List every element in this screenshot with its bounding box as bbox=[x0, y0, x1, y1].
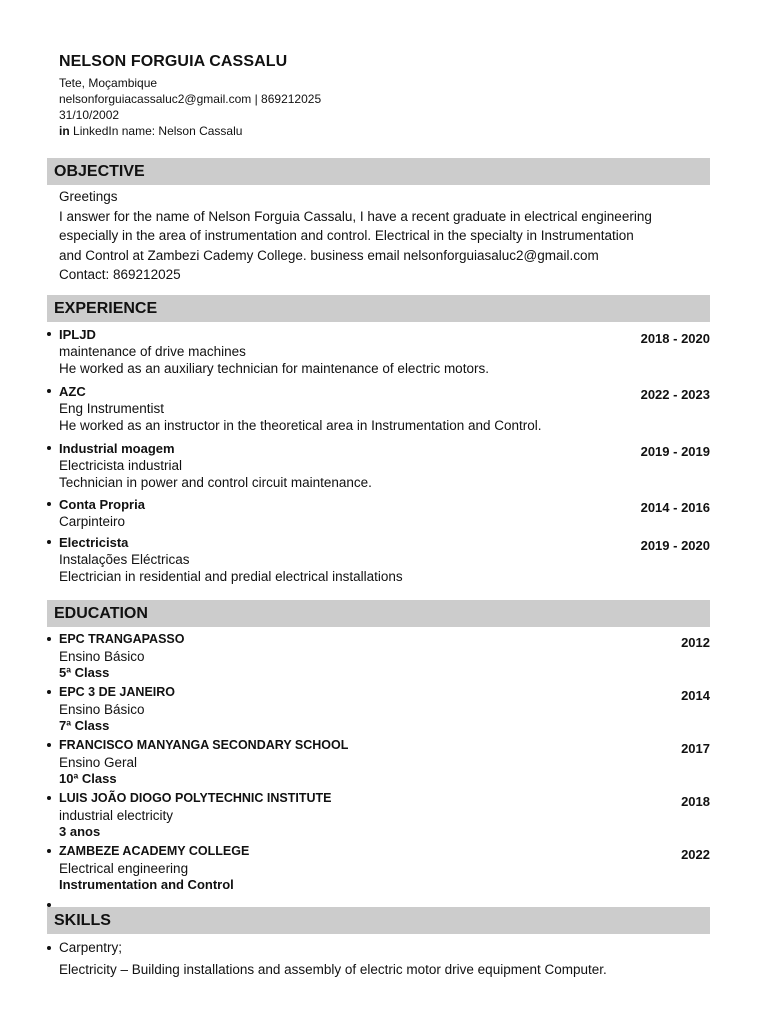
experience-company: Industrial moagem bbox=[59, 441, 175, 456]
skill-item: Electricity – Building installations and assembly of electric motor drive equipment Computer. bbox=[59, 962, 607, 977]
bullet-icon bbox=[47, 743, 51, 747]
education-list bbox=[47, 631, 710, 896]
skill-item bbox=[47, 937, 710, 959]
education-level: Electrical engineering bbox=[59, 861, 189, 876]
candidate-name: NELSON FORGUIA CASSALU bbox=[59, 53, 288, 70]
education-school: LUIS JOÃO DIOGO POLYTECHNIC INSTITUTE bbox=[59, 791, 332, 805]
experience-dates: 2014 - 2016 bbox=[640, 500, 710, 515]
experience-role: Carpinteiro bbox=[59, 514, 126, 529]
education-grade: 7ª Class bbox=[59, 718, 110, 733]
linkedin-line bbox=[59, 123, 709, 139]
education-year: 2018 bbox=[681, 794, 710, 809]
section-header-education: EDUCATION bbox=[47, 600, 710, 627]
skill-text: Carpentry; bbox=[59, 940, 123, 955]
education-item bbox=[47, 790, 710, 843]
bullet-icon bbox=[47, 849, 51, 853]
section-header-objective: OBJECTIVE bbox=[47, 158, 710, 185]
bullet-icon bbox=[47, 446, 51, 450]
bullet-icon bbox=[47, 637, 51, 641]
education-school: FRANCISCO MANYANGA SECONDARY SCHOOL bbox=[59, 738, 349, 752]
education-item bbox=[47, 737, 710, 790]
education-year: 2014 bbox=[681, 688, 710, 703]
linkedin-text: LinkedIn name: Nelson Cassalu bbox=[73, 124, 243, 138]
experience-item bbox=[47, 534, 710, 588]
objective-line: Greetings bbox=[59, 189, 118, 204]
linkedin-icon: in bbox=[59, 124, 70, 138]
experience-role: maintenance of drive machines bbox=[59, 344, 246, 359]
skills-list bbox=[47, 937, 710, 981]
bullet-icon bbox=[47, 946, 51, 950]
section-header-skills: SKILLS bbox=[47, 907, 710, 934]
experience-item bbox=[47, 326, 710, 383]
experience-item bbox=[47, 383, 710, 440]
education-item bbox=[47, 843, 710, 896]
education-level: industrial electricity bbox=[59, 808, 174, 823]
experience-role: Electricista industrial bbox=[59, 458, 183, 473]
education-grade: 3 anos bbox=[59, 824, 101, 839]
education-item bbox=[47, 631, 710, 684]
experience-description: He worked as an instructor in the theoretical area in Instrumentation and Control. bbox=[59, 418, 542, 433]
education-year: 2012 bbox=[681, 635, 710, 650]
objective-line: Contact: 869212025 bbox=[59, 267, 181, 283]
experience-company: IPLJD bbox=[59, 327, 96, 342]
objective-text bbox=[59, 187, 709, 285]
bullet-icon bbox=[47, 332, 51, 336]
objective-line: especially in the area of instrumentation and control. Electrical in the specialty in Instrumentation bbox=[59, 228, 634, 244]
bullet-icon bbox=[47, 796, 51, 800]
education-item bbox=[47, 684, 710, 737]
education-grade: Instrumentation and Control bbox=[59, 877, 234, 892]
experience-role: Instalações Eléctricas bbox=[59, 552, 190, 567]
education-year: 2022 bbox=[681, 847, 710, 862]
education-school: ZAMBEZE ACADEMY COLLEGE bbox=[59, 844, 250, 858]
objective-line: I answer for the name of Nelson Forguia Cassalu, I have a recent graduate in electrical engineering bbox=[59, 208, 652, 224]
experience-description: Technician in power and control circuit maintenance. bbox=[59, 475, 372, 490]
experience-dates: 2019 - 2020 bbox=[640, 538, 710, 553]
bullet-icon bbox=[47, 389, 51, 393]
objective-line: and Control at Zambezi Cademy College. business email nelsonforguiasaluc2@gmail.com bbox=[59, 247, 599, 263]
education-level: Ensino Geral bbox=[59, 755, 138, 770]
experience-company: AZC bbox=[59, 384, 86, 399]
education-level: Ensino Básico bbox=[59, 649, 145, 664]
experience-role: Eng Instrumentist bbox=[59, 401, 165, 416]
resume-header bbox=[59, 53, 709, 139]
experience-item bbox=[47, 440, 710, 496]
location: Tete, Moçambique bbox=[59, 76, 158, 90]
education-year: 2017 bbox=[681, 741, 710, 756]
experience-description: Electrician in residential and predial electrical installations bbox=[59, 569, 403, 584]
birthdate: 31/10/2002 bbox=[59, 108, 120, 122]
experience-company: Conta Propria bbox=[59, 497, 145, 512]
experience-dates: 2019 - 2019 bbox=[640, 444, 710, 459]
education-level: Ensino Básico bbox=[59, 702, 145, 717]
contact-info: nelsonforguiacassaluc2@gmail.com | 869212025 bbox=[59, 92, 322, 106]
bullet-icon bbox=[47, 502, 51, 506]
experience-description: He worked as an auxiliary technician for maintenance of electric motors. bbox=[59, 361, 489, 376]
education-school: EPC 3 DE JANEIRO bbox=[59, 685, 176, 699]
experience-list bbox=[47, 326, 710, 588]
experience-dates: 2022 - 2023 bbox=[640, 387, 710, 402]
experience-item bbox=[47, 496, 710, 534]
education-grade: 5ª Class bbox=[59, 665, 110, 680]
experience-company: Electricista bbox=[59, 535, 129, 550]
experience-dates: 2018 - 2020 bbox=[640, 331, 710, 346]
section-header-experience: EXPERIENCE bbox=[47, 295, 710, 322]
education-school: EPC TRANGAPASSO bbox=[59, 632, 185, 646]
bullet-icon bbox=[47, 690, 51, 694]
bullet-icon bbox=[47, 540, 51, 544]
education-grade: 10ª Class bbox=[59, 771, 117, 786]
